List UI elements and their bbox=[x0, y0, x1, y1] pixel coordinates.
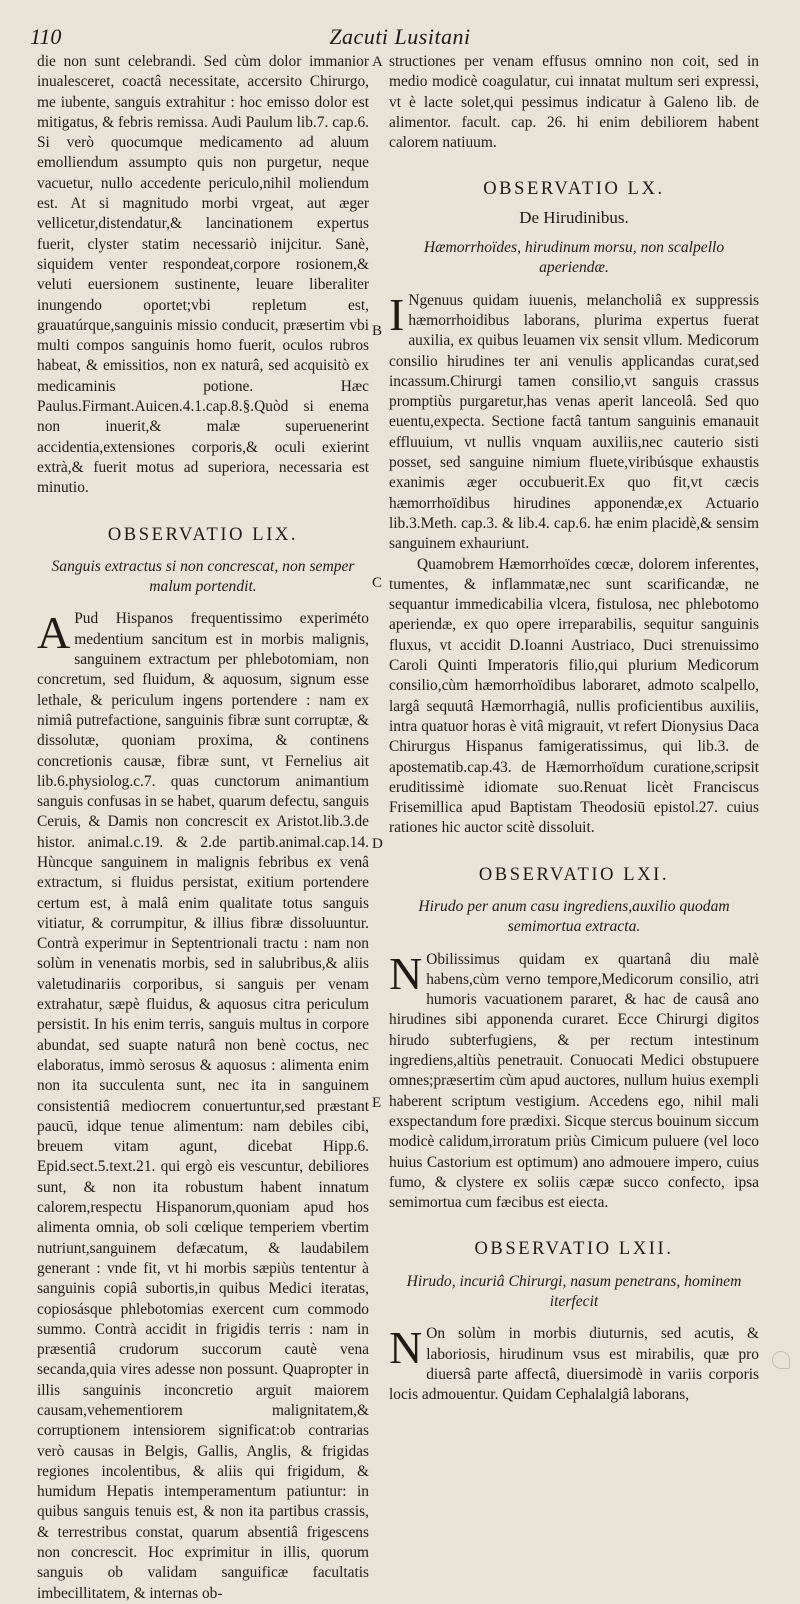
intro-text-right: structiones per venam effusus omnino non coit, sed in medio modicè coagulatur, cui innatat multum seri expressi, vt è lacte solet,qui pessimus indicatur à Galeno lib. de alimentor. facult. cap. 26. hi enim debiliorem habent calorem natiuum. bbox=[389, 53, 759, 152]
observation-61-text: Obilissimus quidam ex quartanâ diu malè habens,cùm verno tempore,Medicorum consilio, atri humoris vacuationem pararet, & hac de causâ ano hirudines sibi apponenda curaret. Ecce Chirurgi digitos hirudo subterfugiens, & per rectum intestinum ingrediens,altiùs penetrauit. Conuocati Medici obstupuere omnes;præsertim cùm apud auctores, nullum huius exempli haberent scriptum vestigium. Accedens ego, nihil mali exspectandum fore prædixi. Sicque stercus bouinum siccum modicè calidum,irroratum priùs Cimicum puluere (vel loco huius Castorium est optimum) ano admouere impero, cuius fumo, & clystere ex soliis cæpæ succo confecto, ipsa semimortua cum fæcibus est eiecta. bbox=[389, 950, 759, 1212]
observation-61-subtitle: Hirudo per anum casu ingrediens,auxilio quodam semimortua extracta. bbox=[418, 897, 730, 936]
drop-cap-n-2: N bbox=[389, 1322, 423, 1374]
observation-62-text: On solùm in morbis diuturnis, sed acutis, & laboriosis, hirudinum vsus est mirabilis, quæ pro diuersâ parte affectâ, diuersimodè in variis corporis locis admouentur. Quidam Cephalalgiâ laborans, bbox=[389, 1325, 759, 1404]
margin-letter-e: E bbox=[372, 1095, 382, 1111]
observation-62-heading: OBSERVATIO LXII. bbox=[474, 1239, 674, 1260]
left-column bbox=[37, 52, 369, 1604]
drop-cap-n: N bbox=[389, 947, 423, 999]
page-number: 110 bbox=[30, 24, 62, 49]
observation-61-body bbox=[389, 947, 759, 1214]
running-title: Zacuti Lusitani bbox=[329, 24, 471, 49]
observation-60-subtitle: Hæmorrhoïdes, hirudinum morsu, non scalpello aperiendæ. bbox=[423, 239, 725, 277]
observation-62-body bbox=[389, 1324, 759, 1405]
observation-60-body-2: Quamobrem Hæmorrhoïdes cœcæ, dolorem inferentes, tumentes, & inflammatæ,nec sunt scarificandæ, ne sequantur immedicabilia vlcera, fistulosa, nec phlebotomo aperiendæ, ex quo opere irreparabilis, sequitur sanguinis fluxus, vt accidit D.Ioanni Austriaco, Duci strenuissimo Caroli Quinti Imperatoris filio,qui plurium Medicorum consilio,cùm hæmorrhoïdibus laboraret, admoto scalpello, largâ sequutâ Hæmorrhagiâ, nullis proficientibus auxiliis, intra quatuor horas è vitâ migrauit, vt refert Dionysius Daca Chirurgus Hispanus famigeratissimus, qui lib.3. de apostematib.cap.43. de Hæmorrhoïdum curatione,scripsit eruditissimè idiomate suo.Renuat licèt Franciscus Frisemillica apud Baptistam Theodosiū epistol.27. cuius rationes hic auctor scitè dissoluit. bbox=[389, 555, 759, 837]
intro-text-left: die non sunt celebrandi. Sed cùm dolor immanior inualesceret, coactâ necessitate, accersito Chirurgo, me iubente, sanguis extrahitur : hoc emisso dolor est mitigatus, & febris remissa. Audi Paulum lib.7. cap.6. Si verò quocumque medicamento ad aluum emolliendum assumpto quis non purgetur, neque vacuetur, nullo accedente periculo,nihil moliendum est. At si magnitudo morbi vrgeat, aut æger vellicetur,distendatur,& lancinationem expertus fuerit, clyster statim necessariò inijcitur. Sanè, siquidem venter respondeat,corpore rosionem,& veluti euersionem sustinente, leuare liberaliter inungendo oportet;vbi repletum est, grauatúrque,sanguinis missio conducit, præsertim vbi multi compos sanguinis homo fuerit, oculos rubros habeat, & emissitios, non ex naturâ, sed acquisitò ex medicaminis potione. Hæc Paulus.Firmant.Auicen.4.1.cap.8.§.Quòd si enema non inuerit,& malæ superuenerint accidentia,extensiones corporis,& oculi exierint extrà,& fuerit motus ad superiora, necessaria est minutio. bbox=[37, 53, 369, 497]
observation-59-body bbox=[37, 609, 369, 1604]
margin-letter-d: D bbox=[372, 836, 383, 852]
observation-60-heading: OBSERVATIO LX. bbox=[483, 179, 665, 200]
margin-letter-b: B bbox=[372, 323, 383, 339]
page-header bbox=[30, 24, 770, 54]
observation-59-heading: OBSERVATIO LIX. bbox=[107, 524, 299, 545]
observation-60-body bbox=[389, 288, 759, 555]
right-column bbox=[389, 52, 759, 1406]
page-curl-ornament bbox=[772, 1351, 790, 1369]
observation-60-title: De Hirudinibus. bbox=[519, 207, 629, 227]
margin-letter-a: A bbox=[372, 54, 383, 70]
observation-59-text: Pud Hispanos frequentissimo experiméto medentium sancitum est in morbis malignis, sanguinem extractum per phlebotomiam, non concretum, sed fluidum, & aquosum, signum esse lethale, & periculum ingens portendere : nam ex nimiâ putrefactione, sanguinis fibræ sunt corruptæ, & dissolutæ, quoniam proxima, & continens concretionis causæ, fibræ sunt, vt Fernelius ait lib.6.physiolog.c.7. quas cunctorum animantium sanguis confusas in se habet, quarum defectu, sanguis Ceruis, & Damis non concrescit ex Aristot.lib.3.de histor. animal.c.19. & 2.de partib.animal.cap.14. Hùncque sanguinem in malignis febribus ex venâ extractum, si fluidus persistat, exitium portendere certum est, à malâ enim qualitate totus sanguis vitiatur, & corrumpitur, & illius fibræ dissoluuntur. Contrà experimur in Septentrionali tractu : nam non solùm in venenatis morbis, sed in salubribus,& aliis valetudinariis corporibus, si sanguis per venam extrahatur, sæpè fluidus, & aquosus citra periculum persistit. In his enim terris, sanguis multus in corpore abundat, sed suapte naturâ non benè coctus, nec elaboratus, immò serosus & aquosus : alimenta enim non ita succulenta sunt, nec ita in sanguinem consistentiâ mediocrem conuertuntur,sed præstant paucū, idque tenue alimentum: nam debiles cibi, breuem vitam agunt, dicebat Hipp.6. Epid.sect.5.text.21. qui ergò eis vescuntur, debiliores sunt, & non ita robustum habent innatum calorem,respectu Hispanorum,quoniam apud hos alimenta omnia, ob soli cœlique temperiem vbertim nutriunt,sanguinem defæcatum, & laudabilem generant : vnde fit, vt hi morbis sæpiùs tententur à sanguinis copiâ subortis,in quibus Medici iteratas, copiosásque phlebotomias exercent cum commodo summo. Contrà accidit in frigidis terris : nam in præsentiâ crudorum succorum cautè vena secanda,quia vires adesse non possunt. Quapropter in illis sanguinis inconcretio arguit maiorem causam,vehementiorem malignitatem,& corruptionem intensiorem significat:ob contrarias verò causas in Belgis, Gallis, Anglis, & frigidas regiones incolentibus, & aliis qui frigidum, & humidum Hepatis intemperamentum patiuntur: in quibus sanguis tenuis est, & non ita partibus crassis, & terrestribus constat, quarum absentiâ frigescens non concrescit. Hoc exprimitur in illis, quorum sanguis ob validam sanguificæ facultatis imbecillitatem, & internas ob- bbox=[37, 610, 369, 1602]
observation-59-subtitle: Sanguis extractus si non concrescat, non semper malum portendit. bbox=[51, 557, 355, 596]
observation-61-heading: OBSERVATIO LXI. bbox=[478, 864, 670, 885]
margin-letter-c: C bbox=[372, 575, 383, 591]
drop-cap-i: I bbox=[389, 288, 405, 340]
observation-62-subtitle: Hirudo, incuriâ Chirurgi, nasum penetrans, hominem iterfecit bbox=[406, 1272, 742, 1311]
drop-cap-a: A bbox=[37, 607, 71, 659]
observation-60-text: Ngenuus quidam iuuenis, melancholiâ ex suppressis hæmorrhoidibus laborans, plurima expertus fuerat auxilia, ex quibus leuamen vix sensit vllum. Medicorum consilio hirudines ter ani venulis applicandas curat,sed incassum.Chirurgi tamen consilio,vt sanguis crassus promptiùs purgaretur,has venas aperit lanceolâ. Sed quo euentu,expecta. Sectione factâ tantum sanguinis emanauit effluuium, vt nullis vnquam auxiliis,nec cauterio sisti posset, sed sanguine nimium fluete,viribúsque exhaustis exanimis æger occubuerit.Ex quo fit,vt cæcis hæmorrhoïdibus hirudines apponendæ,ex Actuario lib.3.Meth. cap.3. & lib.4. cap.6. hæ enim placidè,& sensim sanguinem exhauriunt. bbox=[389, 291, 759, 553]
